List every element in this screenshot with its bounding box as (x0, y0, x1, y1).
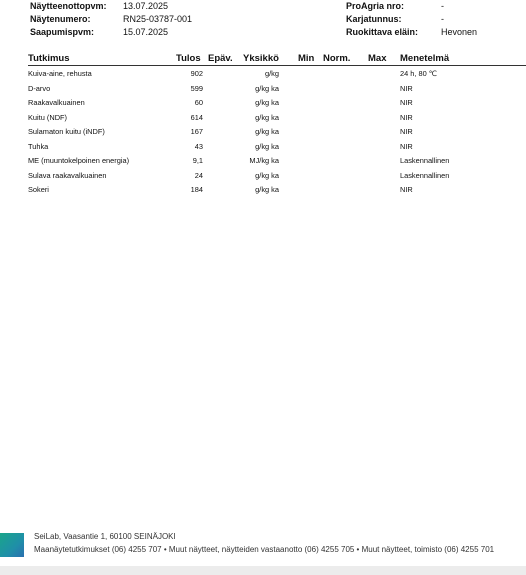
row-method: Laskennallinen (400, 170, 450, 180)
row-unit: g/kg ka (255, 98, 279, 107)
row-method: NIR (400, 98, 413, 107)
row-unit: g/kg ka (255, 127, 279, 136)
table-row (28, 183, 524, 198)
row-tulos: 9,1 (192, 156, 203, 165)
row-unit: g/kg ka (255, 185, 279, 194)
seilab-logo (0, 533, 24, 557)
meta-label-animal: Ruokittava eläin: (346, 27, 419, 37)
row-name: Kuiva-aine, rehusta (28, 69, 92, 78)
table-row (28, 154, 524, 169)
row-method: NIR (400, 185, 413, 194)
row-name: Sulamaton kuitu (iNDF) (28, 127, 105, 136)
row-unit: g/kg ka (255, 83, 279, 93)
row-method: 24 h, 80 ℃ (400, 69, 438, 78)
table-row (28, 82, 524, 97)
row-method: NIR (400, 83, 413, 93)
row-tulos: 902 (190, 69, 203, 78)
row-name: Tuhka (28, 141, 49, 151)
header-tulos: Tulos (176, 53, 201, 64)
header-tutkimus: Tutkimus (28, 53, 70, 64)
row-name: D-arvo (28, 83, 51, 93)
footer-address: SeiLab, Vaasantie 1, 60100 SEINÄJOKI (34, 532, 176, 541)
row-tulos: 24 (194, 170, 203, 180)
header-menetelma: Menetelmä (400, 53, 450, 64)
row-method: NIR (400, 127, 413, 136)
row-name: Sokeri (28, 185, 49, 194)
viewer-bottom-bar (0, 566, 526, 575)
meta-value-proagria: - (441, 1, 444, 11)
meta-value-sampling-date: 13.07.2025 (123, 1, 169, 11)
meta-value-sample-number: RN25-03787-001 (123, 14, 193, 24)
row-tulos: 184 (190, 185, 203, 194)
row-method: Laskennallinen (400, 156, 450, 165)
header-norm: Norm. (323, 53, 351, 64)
row-tulos: 43 (194, 141, 203, 151)
table-row (28, 125, 524, 140)
header-yksikko: Yksikkö (243, 53, 279, 64)
page-footer (0, 530, 526, 560)
header-epav: Epäv. (208, 53, 233, 64)
table-row (28, 67, 524, 82)
meta-value-arrival-date: 15.07.2025 (123, 27, 169, 37)
row-tulos: 614 (190, 112, 203, 122)
meta-value-herd-id: - (441, 14, 444, 24)
row-unit: g/kg (265, 69, 279, 78)
meta-value-animal: Hevonen (441, 27, 478, 37)
table-row (28, 140, 524, 155)
header-divider (28, 65, 526, 66)
row-name: Sulava raakavalkuainen (28, 170, 107, 180)
header-min: Min (298, 53, 315, 64)
row-name: Raakavalkuainen (28, 98, 85, 107)
results-table-body (28, 67, 524, 198)
row-name: ME (muuntokelpoinen energia) (28, 156, 130, 165)
row-tulos: 60 (194, 98, 203, 107)
row-unit: g/kg ka (255, 170, 279, 180)
table-row (28, 111, 524, 126)
row-name: Kuitu (NDF) (28, 112, 68, 122)
meta-label-arrival-date: Saapumispvm: (30, 27, 95, 37)
row-unit: g/kg ka (255, 112, 279, 122)
meta-label-herd-id: Karjatunnus: (346, 14, 402, 24)
meta-label-sampling-date: Näytteenottopvm: (30, 1, 107, 11)
meta-label-proagria: ProAgria nro: (346, 1, 405, 11)
row-tulos: 599 (190, 83, 203, 93)
table-row (28, 96, 524, 111)
row-tulos: 167 (190, 127, 203, 136)
row-method: NIR (400, 112, 413, 122)
footer-contacts: Maanäytetutkimukset (06) 4255 707 • Muut näytteet, näytteiden vastaanotto (06) 4255 705 • Muut näytteet, toimisto (06) 4255 701 (34, 545, 495, 554)
row-unit: g/kg ka (255, 141, 279, 151)
table-row (28, 169, 524, 184)
meta-label-sample-number: Näytenumero: (30, 14, 91, 24)
row-unit: MJ/kg ka (249, 156, 279, 165)
row-method: NIR (400, 141, 413, 151)
results-table-header (28, 52, 524, 65)
header-max: Max (368, 53, 387, 64)
